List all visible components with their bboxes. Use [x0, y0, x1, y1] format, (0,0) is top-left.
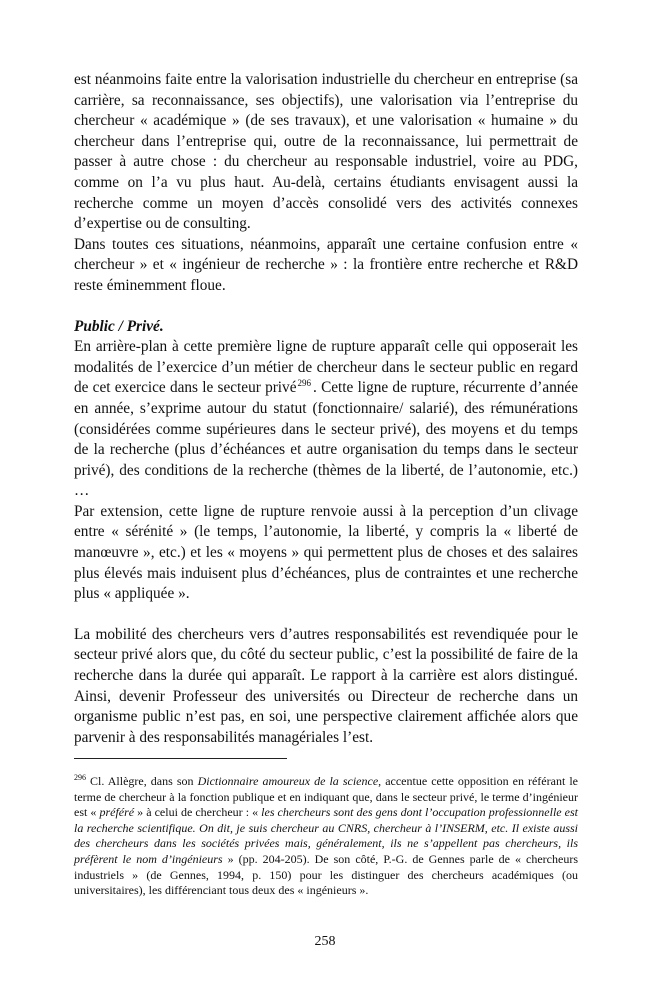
page-number: 258	[314, 934, 336, 949]
footnote-italic: préféré	[99, 805, 135, 820]
paragraph-public-prive	[74, 317, 578, 502]
paragraph-extension: Par extension, cette ligne de rupture renvoie aussi à la perception d’un clivage entre « sérénité » (le temps, l’autonomie, la liberté, y compris la « liberté de manœuvre », etc.) et les « moyens » qui permettent plus de choses et des salaires plus élevés mais induisent plus d’échéances, plus de contraintes et une recherche plus « appliquée ».	[74, 502, 578, 603]
footnote-text: » (pp. 204-205). De son côté, P.-G. de Gennes parle de « chercheurs industriels » (de Gennes, 1994, p. 150) pour les distinguer des chercheurs académiques (ou universitaires), les différenciant tous deux des « ingénieurs ».	[74, 851, 579, 898]
footnote-quote: les chercheurs sont des gens dont l’occupation professionnelle est la recherche scientifique. On dit, je suis chercheur au CNRS, chercheur à l’INSERM, etc. Il existe aussi des chercheurs dans les sociétés privées mais, généralement, ils ne s’appellent pas chercheurs, ils préfèrent le nom d’ingénieurs	[74, 805, 579, 866]
footnote-separator	[74, 758, 287, 759]
footnote-number: 296	[74, 773, 86, 782]
paragraph-valorisation: est néanmoins faite entre la valorisation industrielle du chercheur en entreprise (sa carrière, sa reconnaissance, ses objectifs), une valorisation via l’entreprise du chercheur « académique » (de ses travaux), et une valorisation « humaine » du chercheur dans l’entreprise qui, outre de la reconnaissance, lui permettrait de passer à autre chose : du chercheur au responsable industriel, voire au PDG, comme on l’a vu plus haut. Au-delà, certains étudiants envisagent aussi la recherche comme un moyen d’accès consolidé vers des activités connexes d’expertise ou de consulting.	[74, 71, 578, 233]
footnote	[74, 774, 578, 899]
paragraph-confusion: Dans toutes ces situations, néanmoins, apparaît une certaine confusion entre « chercheur » et « ingénieur de recherche » : la frontière entre recherche et R&D reste éminemment floue.	[74, 235, 578, 294]
footnote-book-title: Dictionnaire amoureux de la science	[197, 774, 379, 788]
footnote-text: » à celui de chercheur : «	[134, 805, 262, 820]
main-text	[74, 70, 578, 748]
paragraph-text: . Cette ligne de rupture, récurrente d’année en année, s’exprime autour du statut (fonctionnaire/ salarié), des rémunérations (considérées comme supérieures dans le secteur privé), des moyens et du temps de la recherche (plus d’échéances et autre organisation du temps dans le secteur privé), des conditions de la recherche (thèmes de la liberté, de l’autonomie, etc.) …	[74, 379, 578, 500]
paragraph-mobilite: La mobilité des chercheurs vers d’autres responsabilités est revendiquée pour le secteur privé alors que, du côté du secteur public, c’est la possibilité de faire de la recherche dans la durée qui apparaît. Le rapport à la carrière est alors distingué. Ainsi, devenir Professeur des universités ou Directeur de recherche dans un organisme public n’est pas, en soi, une perspective clairement affichée alors que parvenir à des responsabilités managériales l’est.	[74, 625, 578, 746]
footnote-reference[interactable]: 296	[297, 378, 311, 389]
footnote-text: Cl. Allègre, dans son	[86, 774, 198, 788]
section-heading: Public / Privé.	[74, 317, 164, 335]
spacer	[74, 297, 578, 317]
footnote-text: , accentue cette opposition en référant le terme de chercheur à la fonction publique et en indiquant que, dans le secteur privé, le terme d’ingénieur est «	[74, 774, 578, 820]
paragraph-text: En arrière-plan à cette première ligne de rupture apparaît celle qui opposerait les modalités de l’exercice d’un métier de chercheur dans le secteur public en regard de cet exercice dans le secteur privé	[74, 338, 578, 397]
spacer	[74, 605, 578, 625]
